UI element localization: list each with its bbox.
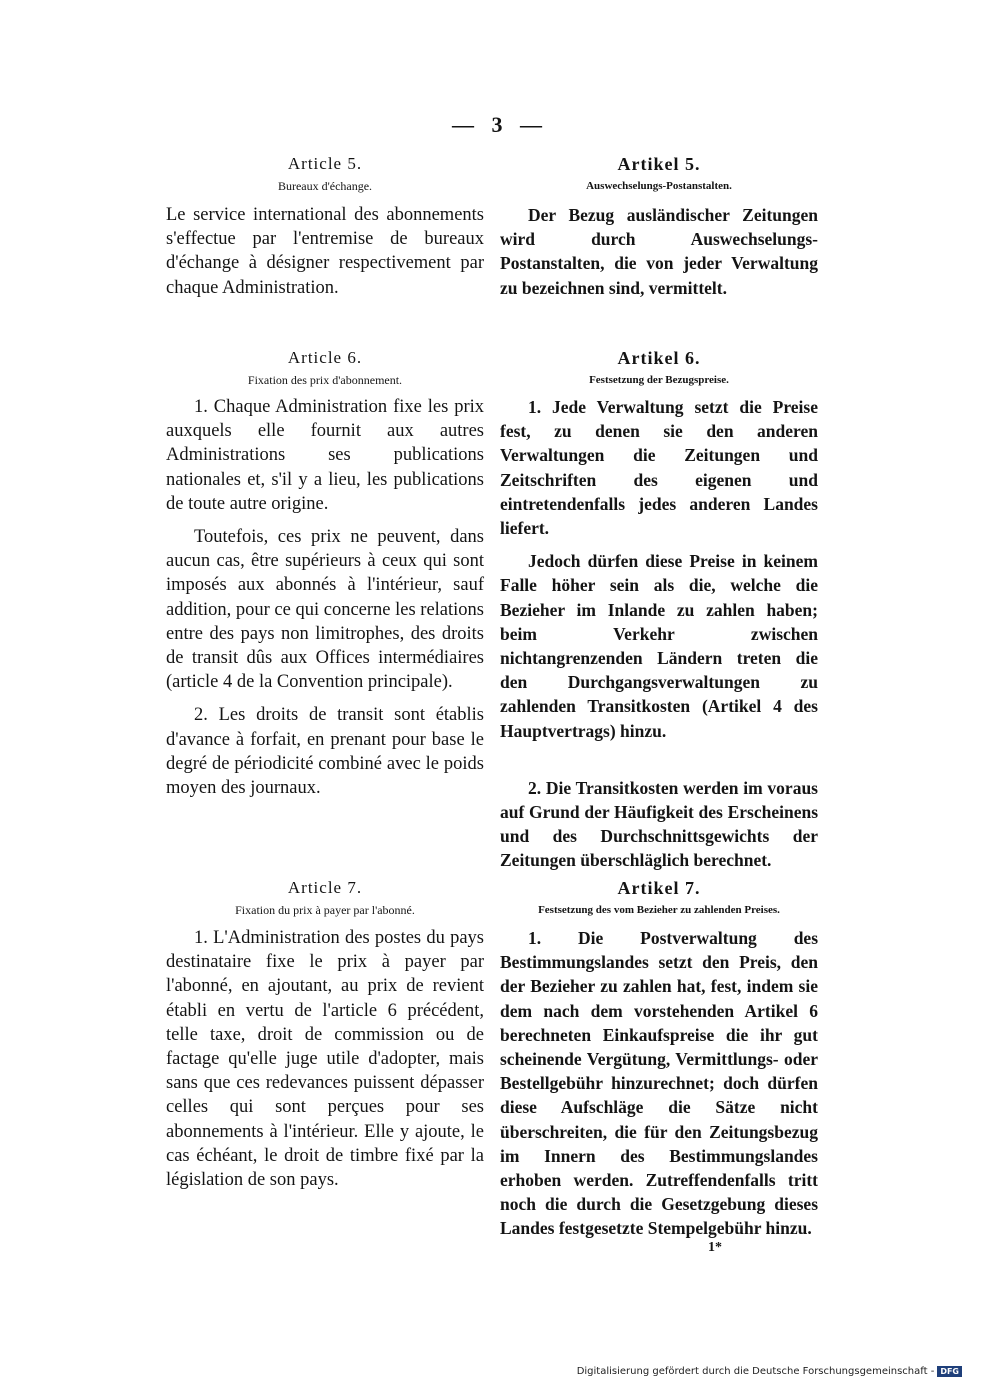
article-paragraph: 2. Les droits de transit sont établis d'avance à forfait, en prenant pour base le degré de périodicité combiné avec le poids moyen des journaux. bbox=[166, 705, 484, 799]
french-article-7 bbox=[166, 876, 484, 1192]
german-article-7 bbox=[500, 876, 818, 1241]
footer-text: Digitalisierung gefördert durch die Deutsche Forschungsgemeinschaft - bbox=[576, 1366, 935, 1377]
article-paragraph: 1. Jede Verwaltung setzt die Preise fest, zu denen sie den anderen Verwaltungen die Zeitungen und Zeitschriften des eigenen und eintretendenfalls jedes anderen Landes liefert. bbox=[500, 397, 818, 539]
article-subtitle: Festsetzung des vom Bezieher zu zahlenden Preises. bbox=[538, 904, 780, 916]
article-paragraph: Jedoch dürfen diese Preise in keinem Falle höher sein als die, welche die Bezieher im Inlande zu zahlen haben; beim Verkehr zwischen nichtangrenzenden Ländern treten die den Durchgangsverwaltungen zu zahlenden Transitkosten (Artikel 4 des Hauptvertrags) hinzu. bbox=[500, 551, 818, 741]
article-paragraph: 1. L'Administration des postes du pays destinataire fixe le prix à payer par l'abonné, en ajoutant, au prix de revient établi en vertu de l'article 6 précédent, telle taxe, droit de commission ou de factage qu'elle juge utile d'adopter, mais sans que ces redevances puissent dépasser celles qui sont perçues pour ses abonnements à l'intérieur. Elle y ajoute, le cas échéant, le droit de timbre fixé par la législation de son pays. bbox=[166, 928, 484, 1191]
article-title: Article 6. bbox=[287, 348, 363, 367]
article-subtitle: Festsetzung der Bezugspreise. bbox=[589, 374, 729, 386]
article-subtitle: Bureaux d'échange. bbox=[277, 179, 373, 193]
article-subtitle: Fixation des prix d'abonnement. bbox=[247, 373, 403, 387]
article-paragraph: 1. Die Postverwaltung des Bestimmungslandes setzt den Preis, den der Bezieher zu zahlen hat, fest, indem sie dem nach dem vorstehenden Artikel 6 berechneten Einkaufspreise die ihr gut scheinende Vergütung, Vermittlungs- oder Bestellgebühr hinzurechnet; doch dürfen diese Aufschläge die Sätze nicht überschreiten, die für den Zeitungsbezug im Innern des Bestimmungslandes erhoben werden. Zutreffendenfalls tritt noch die durch die Gesetzgebung dieses Landes festgesetzte Stempelgebühr hinzu. bbox=[500, 928, 818, 1239]
article-paragraph: Le service international des abonnements s'effectue par l'entremise de bureaux d'échange à désigner respectivement par chaque Administration. bbox=[166, 205, 484, 298]
article-subtitle: Fixation du prix à payer par l'abonné. bbox=[235, 903, 415, 917]
article-paragraph: 1. Chaque Administration fixe les prix auxquels elle fournit aux autres Administrations ses publications nationales et, s'il y a lieu, les publications de toute autre origine. bbox=[166, 397, 484, 514]
article-title: Artikel 7. bbox=[617, 878, 701, 898]
german-article-6 bbox=[500, 346, 818, 873]
french-article-5 bbox=[166, 152, 484, 300]
dfg-logo-icon: DFG bbox=[937, 1366, 962, 1377]
german-article-5 bbox=[500, 152, 818, 300]
french-article-6 bbox=[166, 346, 484, 800]
article-title: Artikel 6. bbox=[617, 348, 701, 368]
article-subtitle: Auswechselungs-Postanstalten. bbox=[586, 180, 732, 192]
article-paragraph: 2. Die Transitkosten werden im voraus auf Grund der Häufigkeit des Erscheinens und des Durchschnittsgewichts der Zeitungen überschläglich berechnet. bbox=[500, 777, 818, 871]
signature-mark: 1* bbox=[708, 1240, 722, 1255]
digitization-footer bbox=[577, 1366, 962, 1377]
article-title: Artikel 5. bbox=[617, 154, 701, 174]
article-title: Article 5. bbox=[287, 154, 363, 173]
page-number: — 3 — bbox=[452, 112, 548, 137]
article-title: Article 7. bbox=[287, 878, 363, 897]
article-paragraph: Toutefois, ces prix ne peuvent, dans aucun cas, être supérieurs à ceux qui sont imposés aux abonnés à l'intérieur, sauf addition, pour ce qui concerne les relations entre des pays non limitrophes, des droits de transit dûs aux Offices intermédiaires (article 4 de la Convention principale). bbox=[166, 527, 484, 693]
article-paragraph: Der Bezug ausländischer Zeitungen wird durch Auswechselungs-Postanstalten, die von jeder Verwaltung zu bezeichnen sind, vermittelt. bbox=[500, 205, 818, 298]
